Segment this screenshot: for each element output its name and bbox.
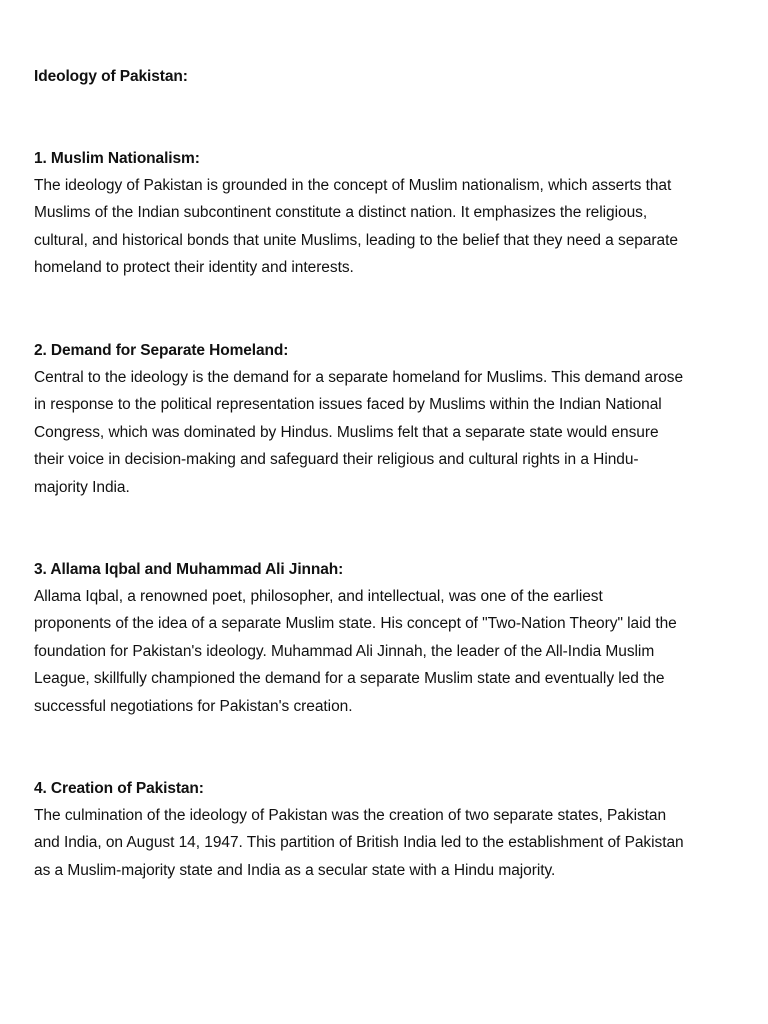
section-muslim-nationalism xyxy=(34,145,684,282)
section-demand-for-separate-homeland xyxy=(34,337,684,501)
section-creation-of-pakistan xyxy=(34,775,684,884)
section-body: The ideology of Pakistan is grounded in the concept of Muslim nationalism, which asserts that Muslims of the Indian subcontinent constitute a distinct nation. It emphasizes the religious, cultural, and historical bonds that unite Muslims, leading to the belief that they need a separate homeland to protect their identity and interests. xyxy=(34,177,678,277)
section-heading: 2. Demand for Separate Homeland: xyxy=(34,342,289,359)
section-body: The culmination of the ideology of Pakistan was the creation of two separate states, Pakistan and India, on August 14, 1947. This partition of British India led to the establishment of Pakistan as a Muslim-majority state and India as a secular state with a Hindu majority. xyxy=(34,807,684,879)
document-title: Ideology of Pakistan: xyxy=(34,68,188,85)
section-heading: 1. Muslim Nationalism: xyxy=(34,150,200,167)
section-heading: 3. Allama Iqbal and Muhammad Ali Jinnah: xyxy=(34,561,344,578)
document-page xyxy=(34,63,684,879)
section-body: Central to the ideology is the demand for a separate homeland for Muslims. This demand arose in response to the political representation issues faced by Muslims within the Indian National Congress, which was dominated by Hindus. Muslims felt that a separate state would ensure their voice in decision-making and safeguard their religious and cultural rights in a Hindu-majority India. xyxy=(34,369,684,496)
section-heading: 4. Creation of Pakistan: xyxy=(34,780,204,797)
section-iqbal-and-jinnah xyxy=(34,556,684,720)
section-body: Allama Iqbal, a renowned poet, philosopher, and intellectual, was one of the earliest proponents of the idea of a separate Muslim state. His concept of "Two-Nation Theory" laid the foundation for Pakistan's ideology. Muhammad Ali Jinnah, the leader of the All-India Muslim League, skillfully championed the demand for a separate Muslim state and eventually led the successful negotiations for Pakistan's creation. xyxy=(34,588,677,715)
